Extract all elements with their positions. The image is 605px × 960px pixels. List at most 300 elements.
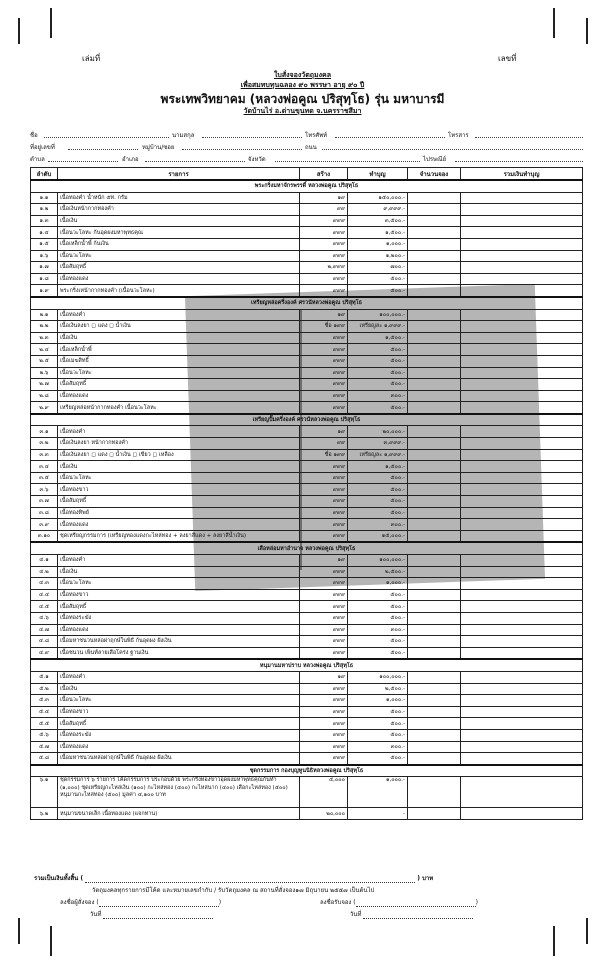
row-donation: ๕๐๐.-: [348, 729, 408, 741]
crop-mark: [50, 926, 52, 956]
row-total-input[interactable]: [461, 741, 583, 753]
row-donation: เหรียญละ ๑,๙๙๙.-: [348, 449, 408, 461]
phone-label: โทรศัพท์: [305, 132, 328, 139]
table-row: [31, 390, 583, 402]
row-index: ๕.๖: [31, 729, 58, 741]
row-qty-input[interactable]: [408, 262, 461, 274]
row-item: เหรียญหล่อหน้ากากทองคำ เนื้อนวะโลหะ: [58, 402, 300, 414]
row-index: ๑.๓: [31, 215, 58, 227]
section-header: [31, 542, 583, 554]
row-index: ๑.๘: [31, 273, 58, 285]
row-qty-input[interactable]: [408, 741, 461, 753]
row-total-input[interactable]: [461, 695, 583, 707]
surname-label: นามสกุล: [172, 132, 195, 139]
table-row: [31, 507, 583, 519]
row-total-input[interactable]: [461, 484, 583, 496]
section-header: [31, 659, 583, 671]
row-made: ๒,๙๙๙: [300, 262, 348, 274]
row-made: ๙๙๙: [300, 647, 348, 659]
table-row: [31, 238, 583, 250]
row-item: เนื้อทองแดง: [58, 519, 300, 531]
row-index: ๔.๑: [31, 555, 58, 567]
row-qty-input[interactable]: [408, 472, 461, 484]
row-made: ๙๙๙: [300, 683, 348, 695]
row-total-input[interactable]: [461, 601, 583, 613]
table-row: [31, 309, 583, 321]
row-total-input[interactable]: [461, 671, 583, 683]
row-qty-input[interactable]: [408, 695, 461, 707]
row-made: ๙๙๙: [300, 367, 348, 379]
row-qty-input[interactable]: [408, 519, 461, 531]
row-qty-input[interactable]: [408, 647, 461, 659]
row-total-input[interactable]: [461, 215, 583, 227]
row-donation: ๕๐๐.-: [348, 402, 408, 414]
section-title: เสือหล่อมหาอำนาจ หลวงพ่อคูณ ปริสุทฺโธ: [31, 542, 583, 554]
row-made: ๙๙๙: [300, 461, 348, 473]
row-index: ๔.๙: [31, 647, 58, 659]
row-qty-input[interactable]: [408, 227, 461, 239]
row-made: ๙๙๙: [300, 589, 348, 601]
row-qty-input[interactable]: [408, 555, 461, 567]
row-total-input[interactable]: [461, 519, 583, 531]
row-made: ๙๙๙: [300, 507, 348, 519]
sign-right-field[interactable]: [356, 899, 476, 907]
row-item: ชุดกรรมการ ๖ รายการ โค้ดกรรมการ ประกอบด้วย พระกริ่งทองขาวอุดผงมหาพุทธคุณก้นทำ (๑,๐๐๐) ชุดเหรียญกะไหล่เงิน (๑๐๐) กะไหล่ทอง (๔๐๐) กะไหล่นาก (๔๐๐) เสือกะไหล่ทอง (๕๐๐) หนุมานกะไหล่ทอง (๕๐๐) มูลค่า ๔,๑๐๐ บาท: [58, 777, 300, 808]
row-donation: ๑๐๐,๐๐๐.-: [348, 309, 408, 321]
row-item: เนื้อเหล็กน้ำพี้ ก้นเงิน: [58, 238, 300, 250]
row-total-input[interactable]: [461, 449, 583, 461]
row-item: เนื้อชนวน เพ็นท์ลายเสือโคร่ง ฐานเงิน: [58, 647, 300, 659]
row-made: ๙๙๙: [300, 344, 348, 356]
row-donation: ๓๐๐.-: [348, 624, 408, 636]
row-qty-input[interactable]: [408, 636, 461, 648]
postcode-field[interactable]: [455, 154, 583, 162]
date-left-label: วันที่: [90, 911, 102, 918]
row-item: เนื้อสัมฤทธิ์: [58, 718, 300, 730]
row-made: ๙๙๙: [300, 273, 348, 285]
road-field[interactable]: [322, 142, 583, 150]
row-qty-input[interactable]: [408, 285, 461, 297]
table-row: [31, 636, 583, 648]
table-row: [31, 461, 583, 473]
row-total-input[interactable]: [461, 379, 583, 391]
row-total-input[interactable]: [461, 309, 583, 321]
row-index: ๖.๒: [31, 808, 58, 820]
row-qty-input[interactable]: [408, 612, 461, 624]
table-row: [31, 683, 583, 695]
row-item: เนื้อเงิน: [58, 461, 300, 473]
row-index: ๑.๖: [31, 250, 58, 262]
row-index: ๒.๖: [31, 367, 58, 379]
row-total-input[interactable]: [461, 507, 583, 519]
surname-field[interactable]: [202, 130, 302, 138]
row-donation: ๕๐๐.-: [348, 507, 408, 519]
row-total-input[interactable]: [461, 273, 583, 285]
row-qty-input[interactable]: [408, 344, 461, 356]
table-row: [31, 808, 583, 820]
row-qty-input[interactable]: [408, 601, 461, 613]
row-made: ๙๙๙: [300, 519, 348, 531]
row-donation: ๕๐๐.-: [348, 472, 408, 484]
row-made: ๙๙๙: [300, 612, 348, 624]
date-right-field[interactable]: [363, 911, 473, 919]
row-qty-input[interactable]: [408, 589, 461, 601]
row-item: เนื้อทองแดง: [58, 624, 300, 636]
row-total-input[interactable]: [461, 636, 583, 648]
row-qty-input[interactable]: [408, 566, 461, 578]
district-label: อำเภอ: [122, 156, 139, 163]
pickup-note: วัตถุมงคลทุกรายการมีโค้ด และหมายเลขกำกับ / รับวัตถุมงคล ณ สถานที่สั่งจอง๑๗ มิถุนายน ๒๕๕๗ เป็นต้นไป: [92, 887, 375, 894]
name-label: ชื่อ: [30, 132, 38, 139]
row-donation: ๕๐๐.-: [348, 706, 408, 718]
row-made: ๑๙: [300, 555, 348, 567]
row-index: ๕.๘: [31, 753, 58, 765]
row-item: เนื้อนวะโลหะ: [58, 472, 300, 484]
row-qty-input[interactable]: [408, 449, 461, 461]
row-made: ๙๙๙: [300, 379, 348, 391]
row-made: ๙๙๙: [300, 472, 348, 484]
province-field[interactable]: [275, 154, 420, 162]
row-total-input[interactable]: [461, 355, 583, 367]
row-made: ๙๙๙: [300, 390, 348, 402]
row-donation: ๕๐๐.-: [348, 753, 408, 765]
row-qty-input[interactable]: [408, 192, 461, 204]
section-title: หนุมานมหาปราบ หลวงพ่อคูณ ปริสุทฺโธ: [31, 659, 583, 671]
row-qty-input[interactable]: [408, 530, 461, 542]
date-right-label: วันที่: [350, 911, 362, 918]
row-index: ๓.๕: [31, 472, 58, 484]
sign-left-field[interactable]: [99, 899, 219, 907]
row-donation: ๓,๙๙๙.-: [348, 438, 408, 450]
row-qty-input[interactable]: [408, 461, 461, 473]
row-donation: ๑,๐๐๐.-: [348, 777, 408, 808]
row-total-input[interactable]: [461, 612, 583, 624]
row-item: พระกริ่งเหน้ากากทองคำ (เนื้อนวะโลหะ): [58, 285, 300, 297]
book-number-label: เล่มที่: [82, 54, 101, 63]
section-title: พระกริ่งมหาจักรพรรดิ์ หลวงพ่อคูณ ปริสุทฺโธ: [31, 180, 583, 192]
row-total-input[interactable]: [461, 367, 583, 379]
row-item: เนื้อเงินลงยา ◻ แดง ◻ น้ำเงิน ◻ เขียว ◻ เหลือง: [58, 449, 300, 461]
table-header: [31, 168, 583, 181]
row-total-input[interactable]: [461, 589, 583, 601]
temple-name: วัดบ้านไร่ อ.ด่านขุนทด จ.นครราชสีมา: [243, 107, 362, 115]
table-row: [31, 718, 583, 730]
row-qty-input[interactable]: [408, 578, 461, 590]
row-index: ๑.๙: [31, 285, 58, 297]
row-total-input[interactable]: [461, 729, 583, 741]
row-qty-input[interactable]: [408, 438, 461, 450]
table-row: [31, 449, 583, 461]
row-made: ๙๙๙: [300, 250, 348, 262]
row-index: ๕.๔: [31, 706, 58, 718]
table-row: [31, 379, 583, 391]
row-qty-input[interactable]: [408, 624, 461, 636]
row-total-input[interactable]: [461, 472, 583, 484]
row-index: ๑.๔: [31, 227, 58, 239]
grand-total-field[interactable]: [85, 875, 415, 883]
row-qty-input[interactable]: [408, 777, 461, 808]
form-subheading: เพื่อสมทบทุนฉลอง ๙๐ พรรษา อายุ ๙๐ ปี: [240, 81, 365, 89]
row-qty-input[interactable]: [408, 402, 461, 414]
row-made: ๙๙๙: [300, 215, 348, 227]
row-qty-input[interactable]: [408, 808, 461, 820]
row-total-input[interactable]: [461, 753, 583, 765]
row-qty-input[interactable]: [408, 332, 461, 344]
table-row: [31, 695, 583, 707]
date-left: [90, 909, 213, 919]
district-field[interactable]: [145, 154, 245, 162]
row-item: หนุมานขนาดเล็ก เนื้อทองแดง (แจกทาน): [58, 808, 300, 820]
row-total-input[interactable]: [461, 390, 583, 402]
crop-mark: [553, 8, 555, 38]
row-donation: ๕๐๐.-: [348, 647, 408, 659]
row-item: เนื้อทองขาว: [58, 706, 300, 718]
sign-right-label: ลงชื่อรับจอง: [320, 899, 352, 906]
sign-right: ลงชื่อรับจอง ( ): [320, 899, 478, 906]
row-item: เนื้อนวะโลหะ: [58, 695, 300, 707]
row-item: เนื้อนวะโลหะ ก้นอุดผงมหาพุทธคุณ: [58, 227, 300, 239]
row-qty-input[interactable]: [408, 718, 461, 730]
grand-total-suffix: ) บาท: [417, 875, 434, 882]
row-total-input[interactable]: [461, 321, 583, 333]
row-made: ๑๙: [300, 192, 348, 204]
row-total-input[interactable]: [461, 332, 583, 344]
fax-label: โทรสาร: [448, 132, 469, 139]
row-qty-input[interactable]: [408, 484, 461, 496]
row-qty-input[interactable]: [408, 321, 461, 333]
row-total-input[interactable]: [461, 438, 583, 450]
row-made: ๕,๐๐๐: [300, 777, 348, 808]
subdistrict-field[interactable]: [48, 154, 118, 162]
row-donation: ๕๐๐.-: [348, 589, 408, 601]
row-index: ๒.๙: [31, 402, 58, 414]
row-item: เนื้อมหาชนวนหล่อผ่าฤกษ์ในพิธี ก้นอุดผง ฝังเงิน: [58, 636, 300, 648]
row-donation: ๙,๙๙๙.-: [348, 204, 408, 216]
row-donation: ๗๐๐.-: [348, 262, 408, 274]
table-row: [31, 215, 583, 227]
row-qty-input[interactable]: [408, 426, 461, 438]
row-index: ๕.๑: [31, 671, 58, 683]
col-qty-header: จำนวนจอง: [408, 168, 461, 181]
row-total-input[interactable]: [461, 402, 583, 414]
row-made: ๙๙๙: [300, 332, 348, 344]
table-row: [31, 530, 583, 542]
crop-mark: [18, 918, 20, 944]
row-made: ๙๙๙: [300, 741, 348, 753]
row-item: เนื้อทองคำ: [58, 426, 300, 438]
row-made: ๙๙๙: [300, 484, 348, 496]
fax-field[interactable]: [475, 130, 583, 138]
row-donation: ๕๐๐.-: [348, 718, 408, 730]
row-item: เนื้อนวะโลหะ: [58, 250, 300, 262]
row-qty-input[interactable]: [408, 309, 461, 321]
col-item-header: รายการ: [58, 168, 300, 181]
table-row: [31, 262, 583, 274]
crop-mark: [18, 18, 20, 44]
row-qty-input[interactable]: [408, 250, 461, 262]
row-made: ๙๙๙: [300, 624, 348, 636]
row-total-input[interactable]: [461, 250, 583, 262]
row-donation: -: [348, 808, 408, 820]
row-made: ๙๙๙: [300, 601, 348, 613]
row-total-input[interactable]: [461, 566, 583, 578]
table-row: [31, 332, 583, 344]
row-qty-input[interactable]: [408, 729, 461, 741]
row-qty-input[interactable]: [408, 367, 461, 379]
row-total-input[interactable]: [461, 285, 583, 297]
row-donation: ๕๐๐.-: [348, 484, 408, 496]
row-index: ๓.๑: [31, 426, 58, 438]
row-total-input[interactable]: [461, 808, 583, 820]
row-item: เนื้อทองระฆัง: [58, 612, 300, 624]
row-index: ๒.๕: [31, 355, 58, 367]
table-row: [31, 250, 583, 262]
table-row: [31, 355, 583, 367]
row-made: ๙๙๙: [300, 402, 348, 414]
row-qty-input[interactable]: [408, 753, 461, 765]
table-row: [31, 612, 583, 624]
row-total-input[interactable]: [461, 578, 583, 590]
row-total-input[interactable]: [461, 624, 583, 636]
row-item: เนื้อทองระฆัง: [58, 729, 300, 741]
section-title: เหรียญหล่อครึ่งองค์ ศรวนัหลวงพ่อคูณ ปริสุทฺโธ: [31, 297, 583, 309]
row-donation: ๑,๕๐๐.-: [348, 332, 408, 344]
table-row: [31, 227, 583, 239]
row-qty-input[interactable]: [408, 238, 461, 250]
row-total-input[interactable]: [461, 647, 583, 659]
row-index: ๕.๗: [31, 741, 58, 753]
row-item: เนื้อสัมฤทธิ์: [58, 496, 300, 508]
name-field[interactable]: [44, 130, 169, 138]
row-item: เนื้อทองคำ: [58, 309, 300, 321]
row-made: ๙๙๙: [300, 706, 348, 718]
table-row: [31, 426, 583, 438]
row-total-input[interactable]: [461, 706, 583, 718]
col-index-header: ลำดับ: [31, 168, 58, 181]
row-item: เนื้อทองขาว: [58, 484, 300, 496]
table-row: [31, 273, 583, 285]
row-qty-input[interactable]: [408, 379, 461, 391]
date-right: [350, 909, 473, 919]
table-row: [31, 601, 583, 613]
row-qty-input[interactable]: [408, 507, 461, 519]
row-total-input[interactable]: [461, 530, 583, 542]
row-index: ๒.๑: [31, 309, 58, 321]
row-index: ๕.๕: [31, 718, 58, 730]
row-index: ๒.๔: [31, 344, 58, 356]
row-total-input[interactable]: [461, 683, 583, 695]
address-field[interactable]: [68, 142, 138, 150]
row-index: ๑.๕: [31, 238, 58, 250]
table-row: [31, 204, 583, 216]
row-made: ๑๙: [300, 671, 348, 683]
row-made: ๙๙๙: [300, 496, 348, 508]
row-total-input[interactable]: [461, 777, 583, 808]
row-made: ๙๙๙: [300, 227, 348, 239]
row-made: ๑๙: [300, 426, 348, 438]
row-qty-input[interactable]: [408, 683, 461, 695]
row-qty-input[interactable]: [408, 204, 461, 216]
row-total-input[interactable]: [461, 426, 583, 438]
row-index: ๒.๒: [31, 321, 58, 333]
row-made: ชื่อ ๑๙๙: [300, 321, 348, 333]
date-left-field[interactable]: [103, 911, 213, 919]
info-line-1: [30, 130, 585, 140]
village-field[interactable]: [182, 142, 302, 150]
row-made: ๙๙: [300, 204, 348, 216]
row-donation: ๑,๐๐๐.-: [348, 578, 408, 590]
row-total-input[interactable]: [461, 718, 583, 730]
sign-left-label: ลงชื่อผู้สั่งจอง: [60, 899, 95, 906]
table-row: [31, 496, 583, 508]
table-row: [31, 566, 583, 578]
row-index: ๓.๘: [31, 507, 58, 519]
row-item: เนื้อเมฆสิทธิ์: [58, 355, 300, 367]
row-total-input[interactable]: [461, 227, 583, 239]
grand-total-text: รวมเป็นเงินทั้งสิ้น (: [34, 875, 84, 882]
row-made: ๙๙๙: [300, 355, 348, 367]
row-index: ๔.๗: [31, 624, 58, 636]
row-index: ๒.๘: [31, 390, 58, 402]
row-index: ๓.๙: [31, 519, 58, 531]
row-total-input[interactable]: [461, 204, 583, 216]
form-heading: ใบสั่งจองวัตถุมงคล: [274, 71, 331, 79]
row-donation: ๓๐๐.-: [348, 519, 408, 531]
order-table: [30, 167, 583, 820]
row-item: เนื้อทองคำ: [58, 555, 300, 567]
row-index: ๑.๒: [31, 204, 58, 216]
row-qty-input[interactable]: [408, 273, 461, 285]
table-row: [31, 624, 583, 636]
row-total-input[interactable]: [461, 192, 583, 204]
row-item: เนื้อทองแดง: [58, 741, 300, 753]
row-total-input[interactable]: [461, 496, 583, 508]
village-label: หมู่บ้าน/ซอย: [142, 144, 175, 151]
row-qty-input[interactable]: [408, 671, 461, 683]
row-qty-input[interactable]: [408, 706, 461, 718]
table-row: [31, 589, 583, 601]
row-index: ๔.๒: [31, 566, 58, 578]
row-index: ๑.๑: [31, 192, 58, 204]
row-total-input[interactable]: [461, 461, 583, 473]
row-total-input[interactable]: [461, 344, 583, 356]
row-total-input[interactable]: [461, 262, 583, 274]
row-index: ๔.๕: [31, 601, 58, 613]
row-donation: ๕๐๐.-: [348, 355, 408, 367]
row-total-input[interactable]: [461, 238, 583, 250]
row-donation: ๑,๒๐๐.-: [348, 250, 408, 262]
phone-field[interactable]: [335, 130, 445, 138]
row-total-input[interactable]: [461, 555, 583, 567]
row-qty-input[interactable]: [408, 496, 461, 508]
row-index: ๔.๖: [31, 612, 58, 624]
row-qty-input[interactable]: [408, 355, 461, 367]
row-donation: ๑๐๐,๐๐๐.-: [348, 555, 408, 567]
table-row: [31, 741, 583, 753]
row-donation: ๑๐๐,๐๐๐.-: [348, 671, 408, 683]
row-donation: ๑๕,๐๐๐.-: [348, 530, 408, 542]
col-total-header: รวมเงินทำบุญ: [461, 168, 583, 181]
row-index: ๕.๓: [31, 695, 58, 707]
row-donation: ๓๐๐.-: [348, 741, 408, 753]
section-header: [31, 765, 583, 777]
row-donation: ๕๐๐.-: [348, 636, 408, 648]
row-qty-input[interactable]: [408, 390, 461, 402]
row-made: ๒๐,๐๐๐: [300, 808, 348, 820]
row-item: เนื้อสัมฤทธิ์: [58, 601, 300, 613]
row-qty-input[interactable]: [408, 215, 461, 227]
road-label: ถนน: [305, 144, 317, 151]
